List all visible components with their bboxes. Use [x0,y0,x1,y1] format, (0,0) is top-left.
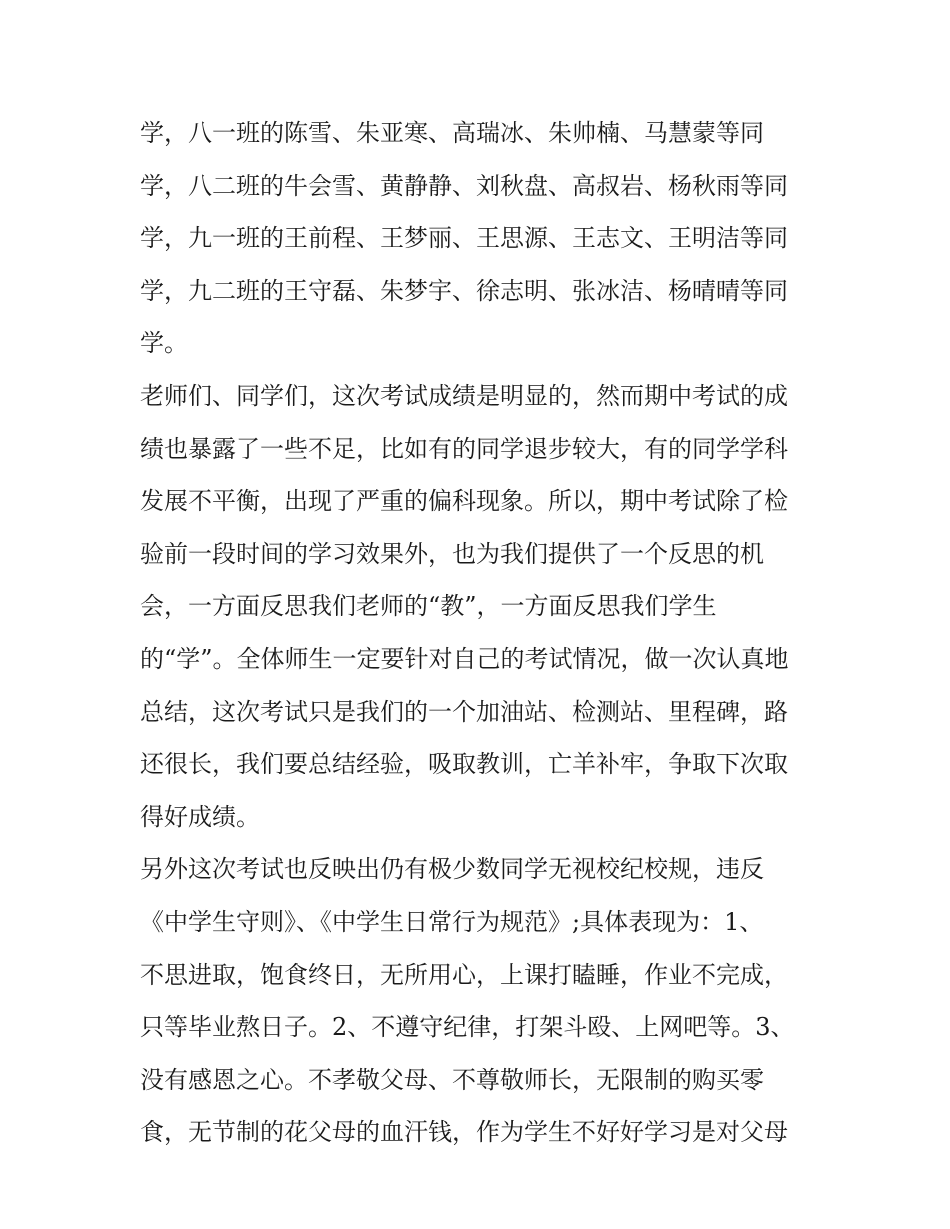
text-line: 的“学”。全体师生一定要针对自己的考试情况，做一次认真地 [140,644,789,673]
text-line: 发展不平衡，出现了严重的偏科现象。所以，期中考试除了检 [140,487,788,516]
text-line: 《中学生守则》、《中学生日常行为规范》;具体表现为：1、 [140,907,764,936]
text-line: 另外这次考试也反映出仍有极少数同学无视校纪校规，违反 [140,855,764,884]
text-line: 学。 [140,329,188,358]
text-line: 学，九一班的王前程、王梦丽、王思源、王志文、王明洁等同 [140,224,788,253]
text-line: 没有感恩之心。不孝敬父母、不尊敬师长，无限制的购买零 [140,1065,764,1094]
text-line: 学，九二班的王守磊、朱梦宇、徐志明、张冰洁、杨晴晴等同 [140,276,788,305]
text-line: 食，无节制的花父母的血汗钱，作为学生不好好学习是对父母 [140,1118,788,1147]
text-line: 学，八一班的陈雪、朱亚寒、高瑞冰、朱帅楠、马慧蒙等同 [140,119,764,147]
text-line: 学，八二班的牛会雪、黄静静、刘秋盘、高叔岩、杨秋雨等同 [140,171,788,200]
text-line: 不思进取，饱食终日，无所用心，上课打瞌睡，作业不完成， [140,960,788,989]
text-line: 还很长，我们要总结经验，吸取教训，亡羊补牢，争取下次取 [140,750,788,779]
text-line: 得好成绩。 [140,802,260,831]
text-line: 总结，这次考试只是我们的一个加油站、检测站、里程碑，路 [140,697,788,726]
text-line: 会，一方面反思我们老师的“教”，一方面反思我们学生 [140,592,717,621]
text-line: 只等毕业熬日子。2、不遵守纪律，打架斗殴、上网吧等。3、 [140,1013,795,1042]
text-line: 绩也暴露了一些不足，比如有的同学退步较大，有的同学学科 [140,434,788,463]
body-text [140,107,820,1159]
text-line: 验前一段时间的学习效果外，也为我们提供了一个反思的机 [140,539,764,568]
text-line: 老师们、同学们，这次考试成绩是明显的，然而期中考试的成 [140,381,788,410]
